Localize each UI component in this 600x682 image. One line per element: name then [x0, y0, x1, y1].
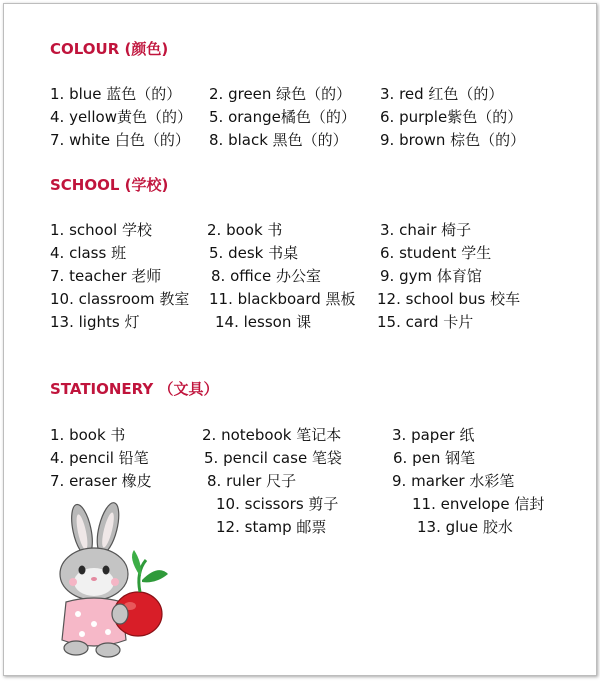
stationery-item: 9. marker 水彩笔	[392, 472, 515, 490]
stationery-item: 7. eraser 橡皮	[50, 472, 152, 490]
school-item: 14. lesson 课	[215, 313, 312, 331]
school-item: 10. classroom 教室	[50, 290, 190, 308]
school-item: 2. book 书	[207, 221, 283, 239]
stationery-item: 1. book 书	[50, 426, 126, 444]
colour-item-green: 2. green 绿色（的）	[209, 85, 352, 103]
school-item: 4. class 班	[50, 244, 127, 262]
stationery-item: 13. glue 胶水	[417, 518, 513, 536]
colour-item-red: 3. red 红色（的）	[380, 85, 504, 103]
school-item: 11. blackboard 黑板	[209, 290, 356, 308]
school-item: 8. office 办公室	[211, 267, 322, 285]
school-heading: SCHOOL (学校)	[50, 176, 169, 194]
colour-heading: COLOUR (颜色)	[50, 40, 169, 58]
colour-item-brown: 9. brown 棕色（的）	[380, 131, 526, 149]
school-item: 7. teacher 老师	[50, 267, 162, 285]
colour-item-blue: 1. blue 蓝色（的）	[50, 85, 182, 103]
vocabulary-sheet	[3, 3, 597, 676]
colour-item-white: 7. white 白色（的）	[50, 131, 190, 149]
colour-item-yellow: 4. yellow黄色（的）	[50, 108, 192, 126]
school-item: 15. card 卡片	[377, 313, 474, 331]
school-item: 5. desk 书桌	[209, 244, 299, 262]
bunny-with-apple-icon	[42, 502, 172, 662]
school-item: 12. school bus 校车	[377, 290, 521, 308]
school-item: 6. student 学生	[380, 244, 492, 262]
stationery-item: 6. pen 钢笔	[393, 449, 476, 467]
stationery-item: 2. notebook 笔记本	[202, 426, 342, 444]
school-item: 13. lights 灯	[50, 313, 140, 331]
stationery-heading: STATIONERY （文具）	[50, 380, 219, 398]
stationery-item: 4. pencil 铅笔	[50, 449, 149, 467]
stationery-item: 3. paper 纸	[392, 426, 475, 444]
stationery-item: 10. scissors 剪子	[216, 495, 339, 513]
stationery-item: 11. envelope 信封	[412, 495, 545, 513]
stationery-item: 8. ruler 尺子	[207, 472, 297, 490]
colour-item-black: 8. black 黑色（的）	[209, 131, 348, 149]
colour-item-purple: 6. purple紫色（的）	[380, 108, 523, 126]
colour-item-orange: 5. orange橘色（的）	[209, 108, 356, 126]
school-item: 9. gym 体育馆	[380, 267, 482, 285]
school-item: 3. chair 椅子	[380, 221, 472, 239]
stationery-item: 5. pencil case 笔袋	[204, 449, 342, 467]
stationery-item: 12. stamp 邮票	[216, 518, 327, 536]
school-item: 1. school 学校	[50, 221, 152, 239]
